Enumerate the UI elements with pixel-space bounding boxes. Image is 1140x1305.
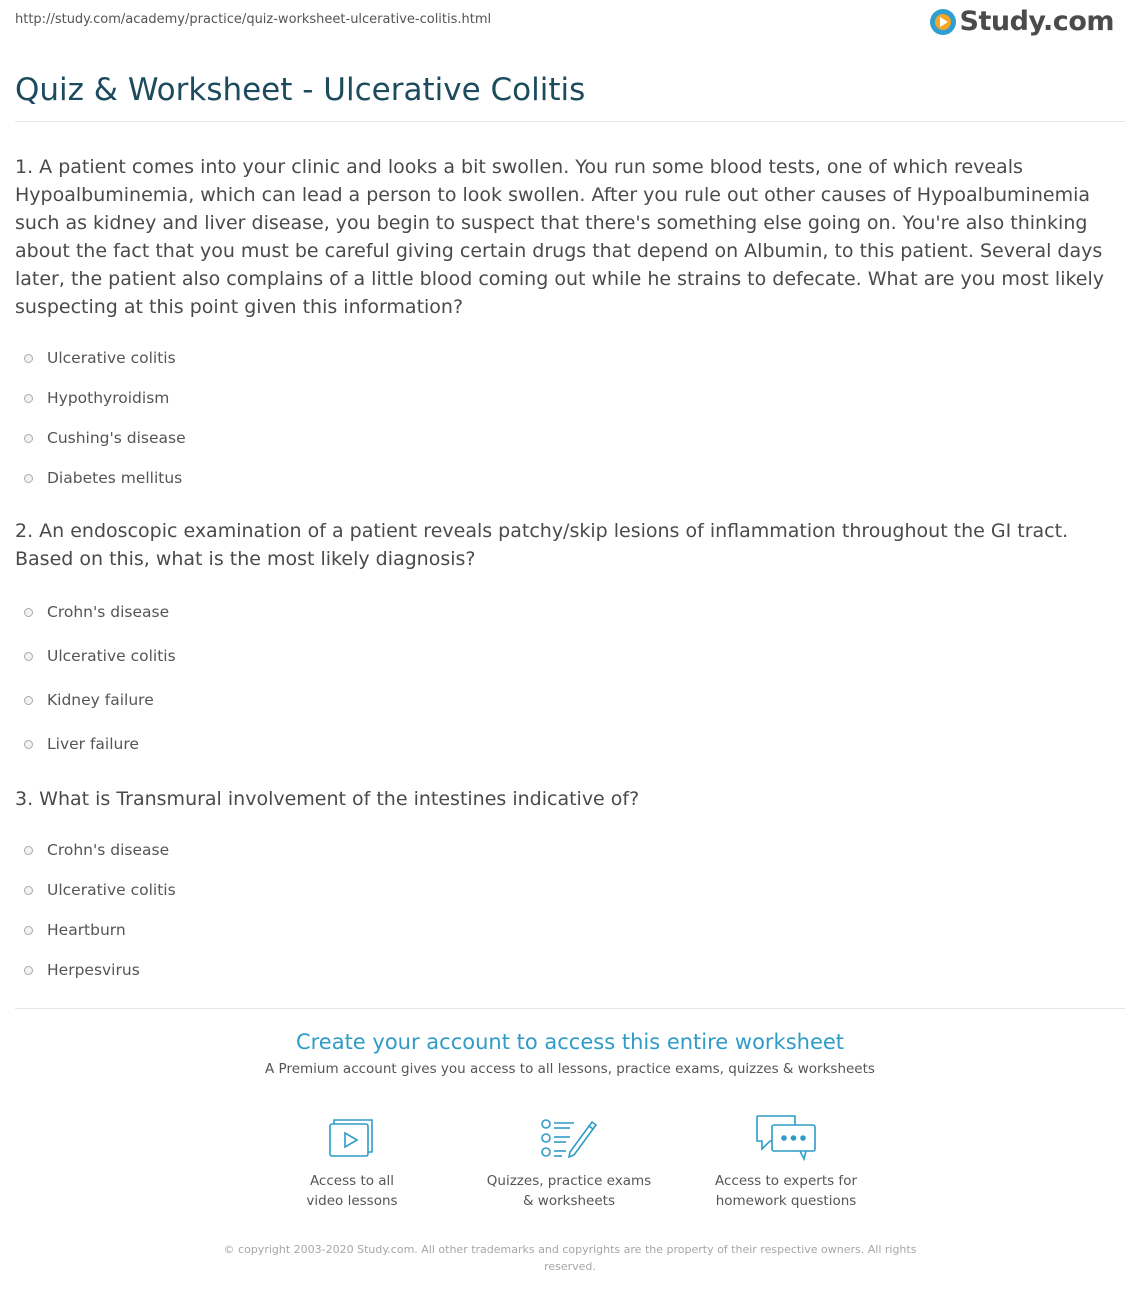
study-logo-text: Study.com	[959, 6, 1114, 37]
feature-label: video lessons	[306, 1193, 398, 1209]
question-2: 2. An endoscopic examination of a patient reveals patchy/skip lesions of inflammation throughout the GI tract. Based on this, what is the most likely diagnosis?	[15, 520, 1069, 570]
question-1-options	[24, 338, 186, 498]
section-divider	[15, 1008, 1125, 1009]
question-1: 1. A patient comes into your clinic and looks a bit swollen. You run some blood tests, one of which reveals Hypoalbuminemia, which can lead a person to look swollen. After you rule out other causes of Hypoalbuminemia such as kidney and liver disease, you begin to suspect that there's something else going on. You're also thinking about the fact that you must be careful giving certain drugs that depend on Albumin, to this patient. Several days later, the patient also complains of a little blood coming out while he strains to defecate. What are you most likely suspecting at this point given this information?	[15, 156, 1105, 318]
answer-option[interactable]	[24, 950, 176, 990]
feature-label: homework questions	[715, 1193, 857, 1209]
expert-chat-icon	[754, 1113, 818, 1163]
answer-option[interactable]	[24, 378, 186, 418]
answer-option[interactable]	[24, 722, 176, 766]
answer-option[interactable]	[24, 458, 186, 498]
question-2-options	[24, 590, 176, 766]
feature-quizzes	[474, 1113, 664, 1211]
feature-label: Quizzes, practice exams	[486, 1173, 652, 1189]
answer-option-label: Cushing's disease	[47, 429, 186, 447]
radio-icon[interactable]	[24, 474, 33, 483]
answer-option-label: Crohn's disease	[47, 603, 170, 621]
feature-video-lessons	[257, 1113, 447, 1211]
study-logo-icon	[930, 9, 956, 35]
video-lesson-icon	[326, 1116, 378, 1160]
radio-icon[interactable]	[24, 926, 33, 935]
answer-option-label: Heartburn	[47, 921, 126, 939]
answer-option[interactable]	[24, 870, 176, 910]
answer-option[interactable]	[24, 910, 176, 950]
radio-icon[interactable]	[24, 740, 33, 749]
radio-icon[interactable]	[24, 846, 33, 855]
answer-option-label: Crohn's disease	[47, 841, 170, 859]
feature-label: Access to experts for	[714, 1173, 857, 1189]
answer-option[interactable]	[24, 678, 176, 722]
answer-option[interactable]	[24, 830, 176, 870]
feature-label: Access to all	[309, 1173, 395, 1189]
answer-option-label: Ulcerative colitis	[47, 349, 176, 367]
premium-description: A Premium account gives you access to all lessons, practice exams, quizzes & worksheets	[265, 1061, 875, 1077]
answer-option-label: Hypothyroidism	[47, 389, 170, 407]
create-account-link[interactable]: Create your account to access this entire worksheet	[295, 1030, 845, 1054]
radio-icon[interactable]	[24, 652, 33, 661]
feature-label: & worksheets	[522, 1193, 615, 1209]
answer-option[interactable]	[24, 338, 186, 378]
page-url: http://study.com/academy/practice/quiz-worksheet-ulcerative-colitis.html	[15, 12, 492, 27]
answer-option-label: Herpesvirus	[47, 961, 140, 979]
answer-option-label: Diabetes mellitus	[47, 469, 183, 487]
answer-option[interactable]	[24, 634, 176, 678]
radio-icon[interactable]	[24, 608, 33, 617]
radio-icon[interactable]	[24, 394, 33, 403]
answer-option-label: Ulcerative colitis	[47, 647, 176, 665]
answer-option[interactable]	[24, 590, 176, 634]
quiz-checklist-icon	[540, 1116, 598, 1160]
answer-option-label: Kidney failure	[47, 691, 154, 709]
radio-icon[interactable]	[24, 696, 33, 705]
feature-experts	[691, 1113, 881, 1211]
title-divider	[15, 121, 1125, 122]
page-title: Quiz & Worksheet - Ulcerative Colitis	[15, 72, 586, 108]
study-logo[interactable]	[930, 6, 1114, 37]
radio-icon[interactable]	[24, 354, 33, 363]
radio-icon[interactable]	[24, 434, 33, 443]
copyright-notice: © copyright 2003-2020 Study.com. All other trademarks and copyrights are the property of their respective owners. All rights reserved.	[223, 1243, 917, 1273]
answer-option-label: Ulcerative colitis	[47, 881, 176, 899]
radio-icon[interactable]	[24, 966, 33, 975]
radio-icon[interactable]	[24, 886, 33, 895]
question-3: 3. What is Transmural involvement of the intestines indicative of?	[15, 788, 640, 810]
answer-option-label: Liver failure	[47, 735, 139, 753]
question-3-options	[24, 830, 176, 990]
answer-option[interactable]	[24, 418, 186, 458]
